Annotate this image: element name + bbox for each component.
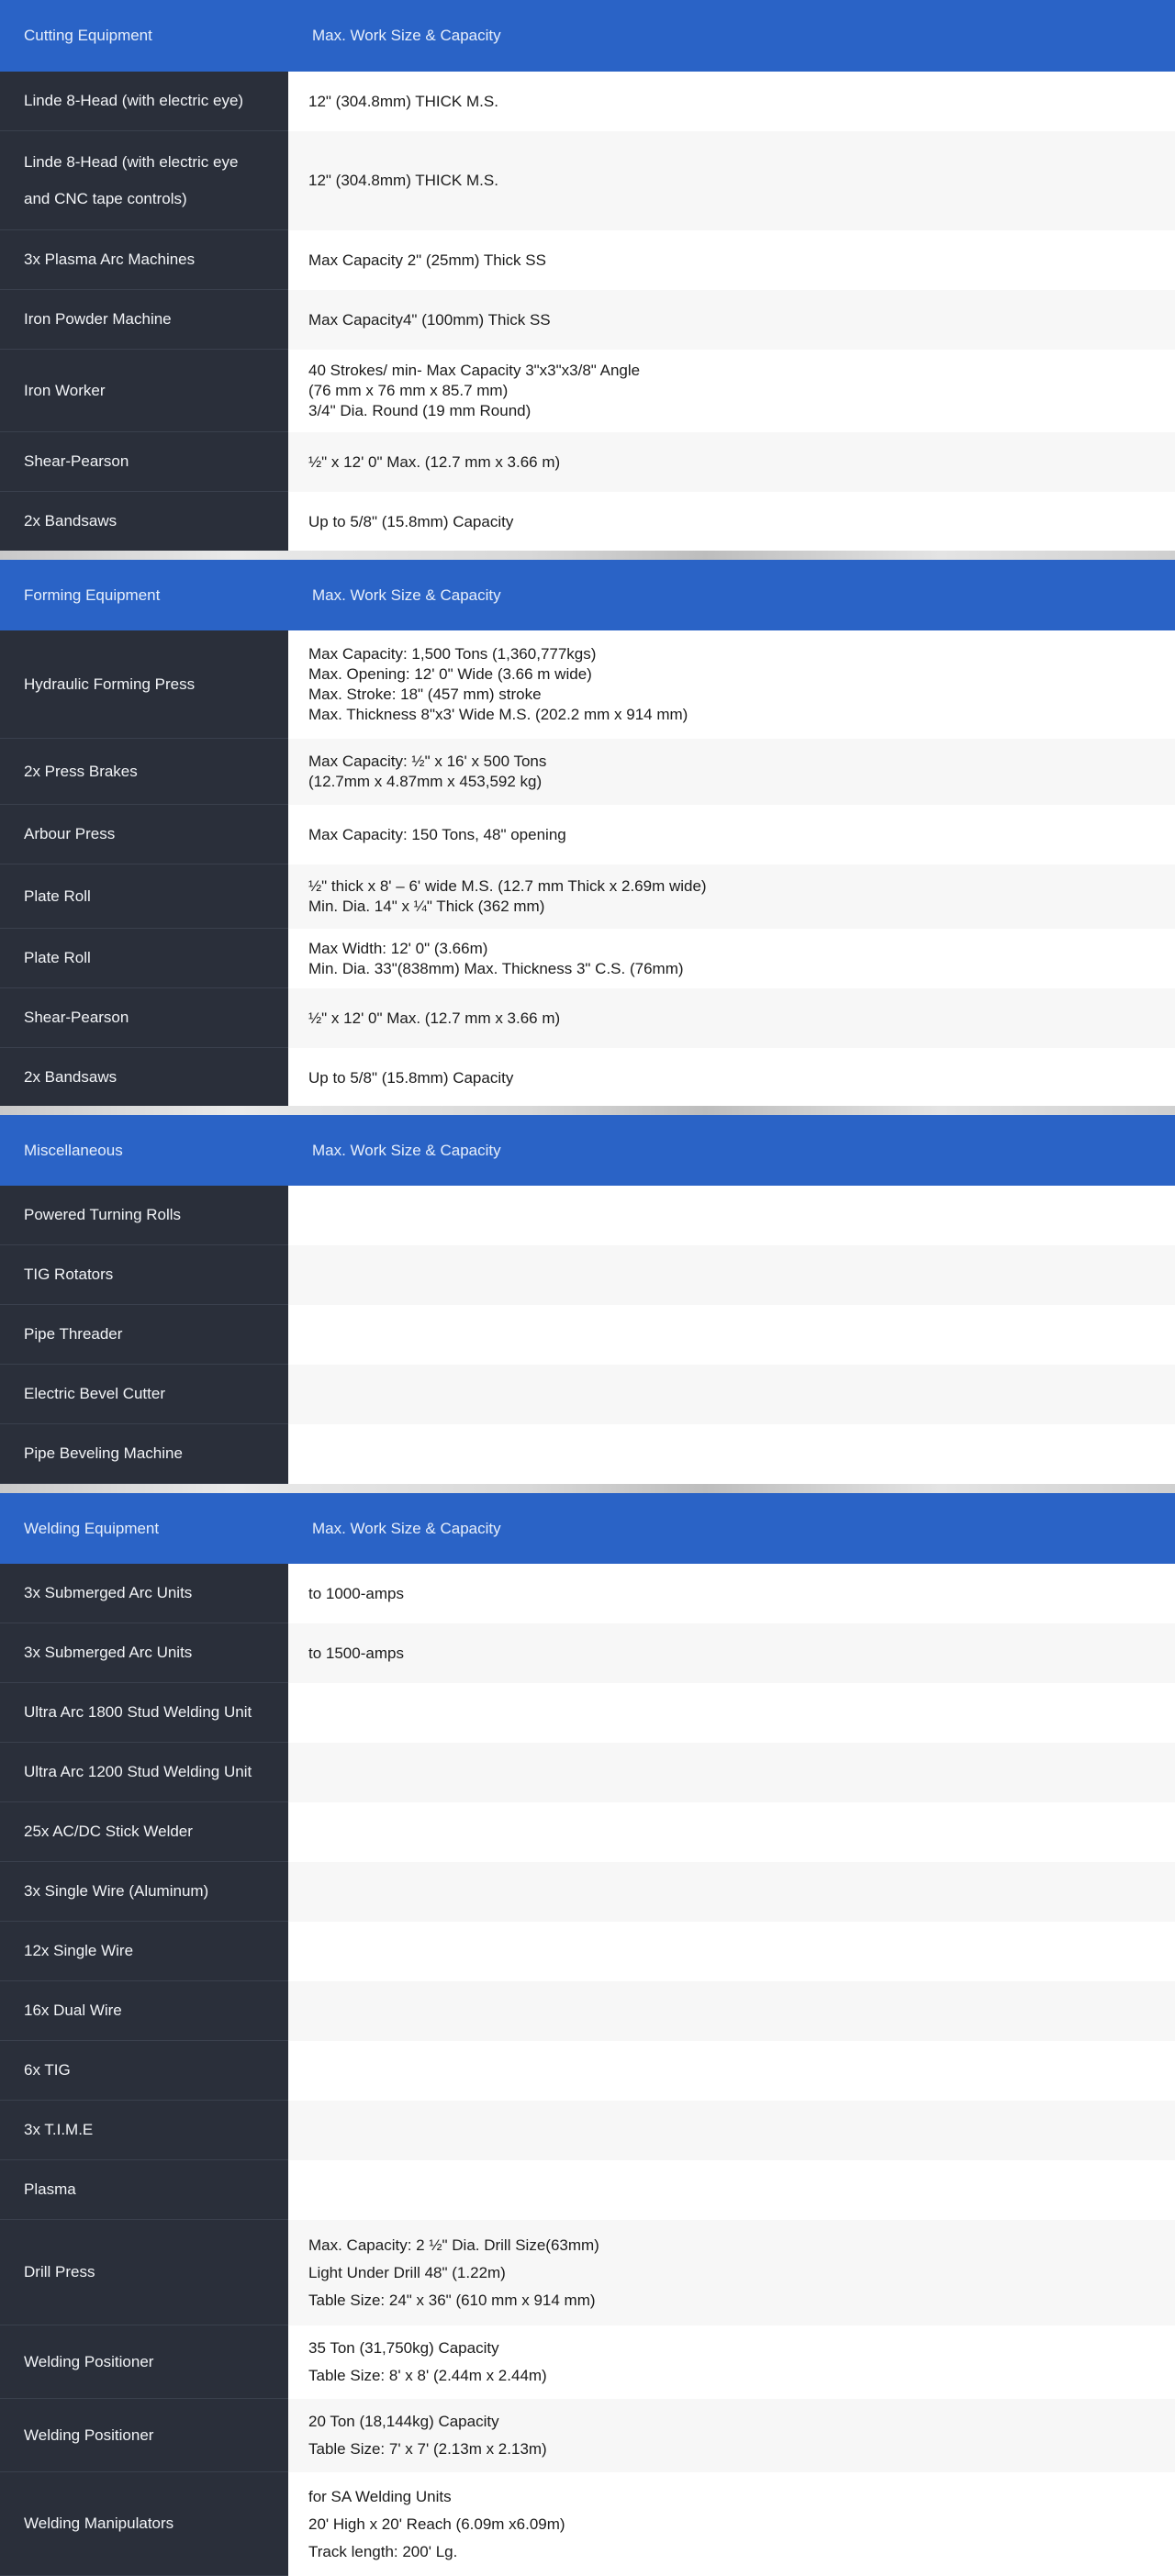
equipment-capacity [288,1922,1175,1981]
capacity-line: Max. Thickness 8"x3' Wide M.S. (202.2 mm x 914 mm) [308,706,688,723]
equipment-name: Welding Manipulators [0,2472,288,2576]
table-row [0,2325,1175,2399]
header-category: Welding Equipment [0,1493,288,1564]
table-row [0,2041,1175,2101]
capacity-line: Max Capacity 2" (25mm) Thick SS [308,251,546,269]
table-row [0,2220,1175,2325]
table-row [0,1802,1175,1862]
equipment-name: Arbour Press [0,805,288,864]
equipment-name: Welding Positioner [0,2399,288,2472]
table-row [0,1922,1175,1981]
capacity-line: (76 mm x 76 mm x 85.7 mm) [308,382,509,399]
table-row [0,1683,1175,1743]
equipment-capacity [288,739,1175,805]
table-row [0,230,1175,290]
equipment-name: Linde 8-Head (with electric eye) [0,72,288,131]
table-row [0,432,1175,492]
equipment-capacity [288,988,1175,1048]
equipment-capacity [288,2101,1175,2160]
table-row [0,290,1175,350]
capacity-line: 40 Strokes/ min- Max Capacity 3"x3"x3/8" Angle [308,362,641,379]
capacity-line: Table Size: 8' x 8' (2.44m x 2.44m) [308,2367,547,2384]
capacity-line: Table Size: 7' x 7' (2.13m x 2.13m) [308,2440,547,2458]
capacity-line: 20 Ton (18,144kg) Capacity [308,2413,499,2430]
equipment-capacity [288,1424,1175,1484]
equipment-name: Welding Positioner [0,2325,288,2399]
equipment-name: Plasma [0,2160,288,2220]
equipment-capacity [288,1683,1175,1743]
equipment-name: 12x Single Wire [0,1922,288,1981]
equipment-capacity [288,1186,1175,1245]
equipment-capacity [288,2220,1175,2325]
equipment-capacity [288,1245,1175,1305]
equipment-name: Ultra Arc 1200 Stud Welding Unit [0,1743,288,1802]
equipment-name: Linde 8-Head (with electric eye and CNC tape controls) [0,131,288,230]
section-divider [0,1484,1175,1493]
equipment-name: Powered Turning Rolls [0,1186,288,1245]
equipment-capacity [288,230,1175,290]
table-row [0,1862,1175,1922]
capacity-line: Table Size: 24" x 36" (610 mm x 914 mm) [308,2291,596,2309]
header-category: Cutting Equipment [0,0,288,72]
equipment-capacity [288,1802,1175,1862]
capacity-line: to 1500-amps [308,1644,404,1662]
capacity-line: Max Capacity: 150 Tons, 48" opening [308,825,566,843]
capacity-line: Max Width: 12' 0" (3.66m) [308,939,488,957]
table-row [0,2399,1175,2472]
equipment-capacity [288,2325,1175,2399]
header-capacity: Max. Work Size & Capacity [288,1493,1175,1564]
header-capacity: Max. Work Size & Capacity [288,560,1175,630]
table-row [0,1424,1175,1484]
equipment-capacity [288,1862,1175,1922]
capacity-line: Max. Stroke: 18" (457 mm) stroke [308,686,542,703]
header-capacity: Max. Work Size & Capacity [288,0,1175,72]
equipment-name: Plate Roll [0,864,288,929]
capacity-line: Max. Opening: 12' 0" Wide (3.66 m wide) [308,665,592,683]
equipment-name: Electric Bevel Cutter [0,1365,288,1424]
equipment-capacity [288,1564,1175,1623]
capacity-line: Track length: 200' Lg. [308,2542,458,2560]
section-divider [0,1106,1175,1115]
equipment-name: 3x Plasma Arc Machines [0,230,288,290]
header-category: Miscellaneous [0,1115,288,1186]
capacity-line: ½" x 12' 0" Max. (12.7 mm x 3.66 m) [308,452,561,471]
equipment-capacity [288,1365,1175,1424]
table-row [0,2472,1175,2576]
equipment-name: Plate Roll [0,929,288,988]
equipment-name: 3x Submerged Arc Units [0,1623,288,1683]
equipment-name: 3x Submerged Arc Units [0,1564,288,1623]
capacity-line: Up to 5/8" (15.8mm) Capacity [308,1068,514,1087]
equipment-name: 6x TIG [0,2041,288,2101]
capacity-line: Min. Dia. 14" x ¼" Thick (362 mm) [308,898,545,915]
table-row [0,988,1175,1048]
table-row [0,1564,1175,1623]
equipment-name: 16x Dual Wire [0,1981,288,2041]
equipment-capacity [288,1743,1175,1802]
table-row [0,1245,1175,1305]
equipment-capacity [288,1623,1175,1683]
equipment-capacity [288,492,1175,552]
equipment-name: Pipe Threader [0,1305,288,1365]
capacity-line: 12" (304.8mm) THICK M.S. [308,92,498,110]
equipment-capacity [288,432,1175,492]
equipment-capacity [288,1048,1175,1108]
equipment-name: Pipe Beveling Machine [0,1424,288,1484]
equipment-capacity [288,2041,1175,2101]
table-row [0,1305,1175,1365]
equipment-capacity [288,72,1175,131]
equipment-capacity [288,864,1175,929]
capacity-line: Max Capacity4" (100mm) Thick SS [308,310,551,329]
equipment-capacity [288,929,1175,988]
capacity-line: ½" x 12' 0" Max. (12.7 mm x 3.66 m) [308,1009,561,1027]
capacity-line: for SA Welding Units [308,2487,452,2505]
section-divider [0,551,1175,560]
table-row [0,1186,1175,1245]
equipment-name: Shear-Pearson [0,432,288,492]
capacity-line: 20' High x 20' Reach (6.09m x6.09m) [308,2515,565,2533]
equipment-name: 2x Bandsaws [0,1048,288,1108]
capacity-line: 3/4" Dia. Round (19 mm Round) [308,402,532,419]
equipment-name: 3x T.I.M.E [0,2101,288,2160]
table-row [0,630,1175,739]
equipment-capacity [288,2160,1175,2220]
equipment-name: 25x AC/DC Stick Welder [0,1802,288,1862]
equipment-name: Shear-Pearson [0,988,288,1048]
capacity-line: Max Capacity: ½" x 16' x 500 Tons [308,753,547,770]
equipment-name: Hydraulic Forming Press [0,630,288,739]
equipment-name: Ultra Arc 1800 Stud Welding Unit [0,1683,288,1743]
table-row [0,1743,1175,1802]
equipment-name: Iron Worker [0,350,288,432]
table-row [0,492,1175,552]
equipment-capacity [288,1305,1175,1365]
table-row [0,72,1175,131]
capacity-line: Light Under Drill 48" (1.22m) [308,2263,506,2281]
capacity-line: Max. Capacity: 2 ½" Dia. Drill Size(63mm) [308,2236,599,2254]
equipment-name: 2x Bandsaws [0,492,288,552]
capacity-line: (12.7mm x 4.87mm x 453,592 kg) [308,773,543,790]
capacity-line: 35 Ton (31,750kg) Capacity [308,2339,499,2357]
table-row [0,864,1175,929]
table-row [0,739,1175,805]
equipment-name: 3x Single Wire (Aluminum) [0,1862,288,1922]
capacity-line: Up to 5/8" (15.8mm) Capacity [308,512,514,530]
header-category: Forming Equipment [0,560,288,630]
equipment-capacity [288,805,1175,864]
table-header [0,560,1175,630]
equipment-capacity [288,350,1175,432]
equipment-name: Drill Press [0,2220,288,2325]
table-header [0,0,1175,72]
table-header [0,1115,1175,1186]
equipment-capacity [288,630,1175,739]
capacity-line: 12" (304.8mm) THICK M.S. [308,172,498,189]
table-row [0,2160,1175,2220]
equipment-capacity [288,2472,1175,2576]
equipment-capacity [288,1981,1175,2041]
table-row [0,929,1175,988]
table-row [0,2101,1175,2160]
equipment-name: Iron Powder Machine [0,290,288,350]
table-row [0,1623,1175,1683]
table-row [0,350,1175,432]
header-capacity: Max. Work Size & Capacity [288,1115,1175,1186]
equipment-name: TIG Rotators [0,1245,288,1305]
capacity-line: Min. Dia. 33"(838mm) Max. Thickness 3" C.S. (76mm) [308,959,684,977]
equipment-name: 2x Press Brakes [0,739,288,805]
capacity-line: to 1000-amps [308,1584,404,1602]
table-row [0,131,1175,230]
equipment-capacity [288,290,1175,350]
table-row [0,1981,1175,2041]
table-row [0,805,1175,864]
table-row [0,1365,1175,1424]
capacity-line: ½" thick x 8' – 6' wide M.S. (12.7 mm Thick x 2.69m wide) [308,877,707,895]
equipment-capacity [288,2399,1175,2472]
table-header [0,1493,1175,1564]
capacity-line: Max Capacity: 1,500 Tons (1,360,777kgs) [308,645,597,663]
table-row [0,1048,1175,1108]
equipment-capacity [288,131,1175,230]
